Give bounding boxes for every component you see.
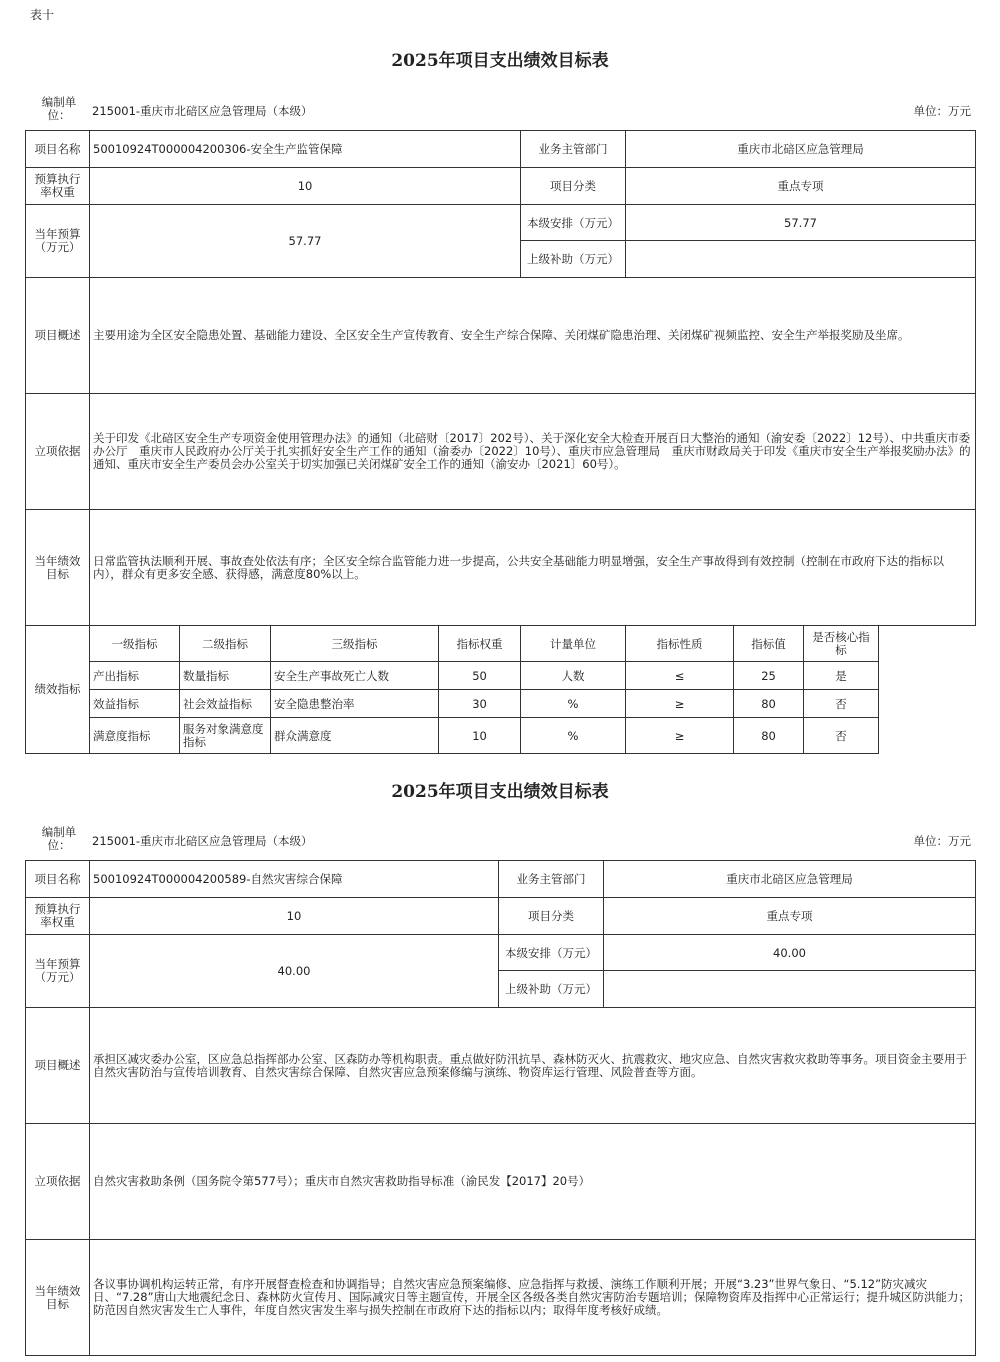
form2-unit-label: 编制单位： bbox=[41, 825, 77, 852]
ind-row bbox=[26, 718, 976, 754]
ind-cell: 50 bbox=[439, 662, 521, 690]
ind-header: 指标性质 bbox=[626, 626, 734, 662]
category-value: 重点专项 bbox=[604, 898, 976, 935]
ind-cell: 25 bbox=[734, 662, 804, 690]
superior-value bbox=[604, 971, 976, 1008]
ind-header: 计量单位 bbox=[521, 626, 626, 662]
overview-label: 项目概述 bbox=[26, 1008, 90, 1124]
form2-unit-value: 215001-重庆市北碚区应急管理局（本级） bbox=[92, 834, 313, 848]
dept-label: 业务主管部门 bbox=[499, 861, 604, 898]
form1-unit-row bbox=[25, 96, 975, 124]
dept-label: 业务主管部门 bbox=[521, 131, 626, 168]
page-label: 表十 bbox=[30, 8, 55, 22]
ind-row bbox=[26, 662, 976, 690]
local-value: 57.77 bbox=[626, 205, 976, 241]
ind-cell: % bbox=[521, 718, 626, 754]
category-label: 项目分类 bbox=[521, 168, 626, 205]
indicators-label: 绩效指标 bbox=[26, 626, 90, 754]
basis-value: 自然灾害救助条例（国务院令第577号）；重庆市自然灾害救助指导标准（渝民发【2017】20号） bbox=[90, 1124, 976, 1240]
overview-value: 承担区减灾委办公室，区应急总指挥部办公室、区森防办等机构职责。重点做好防汛抗旱、森林防灭火、抗震救灾、地灾应急、自然灾害救灾救助等事务。项目资金主要用于自然灾害防治与宣传培训教育、自然灾害综合保障、自然灾害应急预案修编与演练、物资库运行管理、风险普查等方面。 bbox=[90, 1008, 976, 1124]
budget-label: 当年预算（万元） bbox=[26, 935, 90, 1008]
ind-cell: ≤ bbox=[626, 662, 734, 690]
form1-table bbox=[25, 130, 976, 754]
goal-value: 各议事协调机构运转正常，有序开展督查检查和协调指导；自然灾害应急预案编修、应急指挥与救援、演练工作顺利开展；开展“3.23”世界气象日、“5.12”防灾减灾日、“7.28”唐山大地震纪念日、森林防火宣传月、国际减灾日等主题宣传，开展全区各级各类自然灾害防治专题培训；保障物资库及指挥中心正常运行；提升城区防洪能力；防范因自然灾害发生亡人事件，年度自然灾害发生率与损失控制在市政府下达的指标以内；取得年度考核好成绩。 bbox=[90, 1240, 976, 1356]
overview-label: 项目概述 bbox=[26, 278, 90, 394]
project-name-label: 项目名称 bbox=[26, 861, 90, 898]
ind-row bbox=[26, 690, 976, 718]
goal-label: 当年绩效目标 bbox=[26, 510, 90, 626]
form1-money-unit: 单位：万元 bbox=[913, 104, 971, 118]
ind-header: 是否核心指标 bbox=[804, 626, 879, 662]
superior-label: 上级补助（万元） bbox=[521, 241, 626, 278]
goal-label: 当年绩效目标 bbox=[26, 1240, 90, 1356]
ind-cell: ≥ bbox=[626, 690, 734, 718]
form1-title: 2025年项目支出绩效目标表 bbox=[391, 51, 609, 71]
ind-cell: 社会效益指标 bbox=[180, 690, 271, 718]
local-value: 40.00 bbox=[604, 935, 976, 971]
ind-cell: 数量指标 bbox=[180, 662, 271, 690]
weight-value: 10 bbox=[90, 898, 499, 935]
ind-cell: 群众满意度 bbox=[271, 718, 439, 754]
ind-cell: 效益指标 bbox=[90, 690, 180, 718]
local-label: 本级安排（万元） bbox=[499, 935, 604, 971]
weight-label: 预算执行率权重 bbox=[26, 168, 90, 205]
budget-label: 当年预算（万元） bbox=[26, 205, 90, 278]
dept-value: 重庆市北碚区应急管理局 bbox=[626, 131, 976, 168]
form1-unit-value: 215001-重庆市北碚区应急管理局（本级） bbox=[92, 104, 313, 118]
local-label: 本级安排（万元） bbox=[521, 205, 626, 241]
ind-header: 指标权重 bbox=[439, 626, 521, 662]
ind-cell: % bbox=[521, 690, 626, 718]
form1-unit-label: 编制单位： bbox=[41, 95, 77, 122]
form2-money-unit: 单位：万元 bbox=[913, 834, 971, 848]
form2-unit-row bbox=[25, 826, 975, 854]
basis-value: 关于印发《北碚区安全生产专项资金使用管理办法》的通知（北碚财〔2017〕202号）、关于深化安全大检查开展百日大整治的通知（渝安委〔2022〕12号）、中共重庆市委办公厅 重庆市人民政府办公厅关于扎实抓好安全生产工作的通知（渝委办〔2022〕10号）、重庆市应急管理局 重庆市财政局关于印发《重庆市安全生产举报奖励办法》的通知、重庆市安全生产委员会办公室关于切实加强已关闭煤矿安全工作的通知（渝安办〔2021〕60号）。 bbox=[90, 394, 976, 510]
dept-value: 重庆市北碚区应急管理局 bbox=[604, 861, 976, 898]
ind-cell: 安全隐患整治率 bbox=[271, 690, 439, 718]
overview-value: 主要用途为全区安全隐患处置、基础能力建设、全区安全生产宣传教育、安全生产综合保障、关闭煤矿隐患治理、关闭煤矿视频监控、安全生产举报奖励及坐席。 bbox=[90, 278, 976, 394]
form2-title: 2025年项目支出绩效目标表 bbox=[391, 782, 609, 802]
weight-value: 10 bbox=[90, 168, 521, 205]
category-label: 项目分类 bbox=[499, 898, 604, 935]
category-value: 重点专项 bbox=[626, 168, 976, 205]
superior-label: 上级补助（万元） bbox=[499, 971, 604, 1008]
superior-value bbox=[626, 241, 976, 278]
ind-header: 指标值 bbox=[734, 626, 804, 662]
ind-cell: 是 bbox=[804, 662, 879, 690]
ind-cell: 安全生产事故死亡人数 bbox=[271, 662, 439, 690]
basis-label: 立项依据 bbox=[26, 1124, 90, 1240]
ind-cell: 否 bbox=[804, 718, 879, 754]
ind-cell: 人数 bbox=[521, 662, 626, 690]
weight-label: 预算执行率权重 bbox=[26, 898, 90, 935]
ind-cell: 否 bbox=[804, 690, 879, 718]
project-name-value: 50010924T000004200306-安全生产监管保障 bbox=[90, 131, 521, 168]
ind-cell: 满意度指标 bbox=[90, 718, 180, 754]
ind-header: 三级指标 bbox=[271, 626, 439, 662]
ind-cell: 服务对象满意度指标 bbox=[180, 718, 271, 754]
goal-value: 日常监管执法顺利开展、事故查处依法有序；全区安全综合监管能力进一步提高，公共安全基础能力明显增强，安全生产事故得到有效控制（控制在市政府下达的指标以内），群众有更多安全感、获得感，满意度80%以上。 bbox=[90, 510, 976, 626]
ind-cell: 80 bbox=[734, 690, 804, 718]
ind-header: 二级指标 bbox=[180, 626, 271, 662]
ind-cell: 10 bbox=[439, 718, 521, 754]
ind-cell: ≥ bbox=[626, 718, 734, 754]
budget-value: 40.00 bbox=[90, 935, 499, 1008]
ind-cell: 30 bbox=[439, 690, 521, 718]
project-name-value: 50010924T000004200589-自然灾害综合保障 bbox=[90, 861, 499, 898]
ind-cell: 产出指标 bbox=[90, 662, 180, 690]
project-name-label: 项目名称 bbox=[26, 131, 90, 168]
budget-value: 57.77 bbox=[90, 205, 521, 278]
form2-table bbox=[25, 860, 976, 1356]
ind-header: 一级指标 bbox=[90, 626, 180, 662]
ind-cell: 80 bbox=[734, 718, 804, 754]
basis-label: 立项依据 bbox=[26, 394, 90, 510]
